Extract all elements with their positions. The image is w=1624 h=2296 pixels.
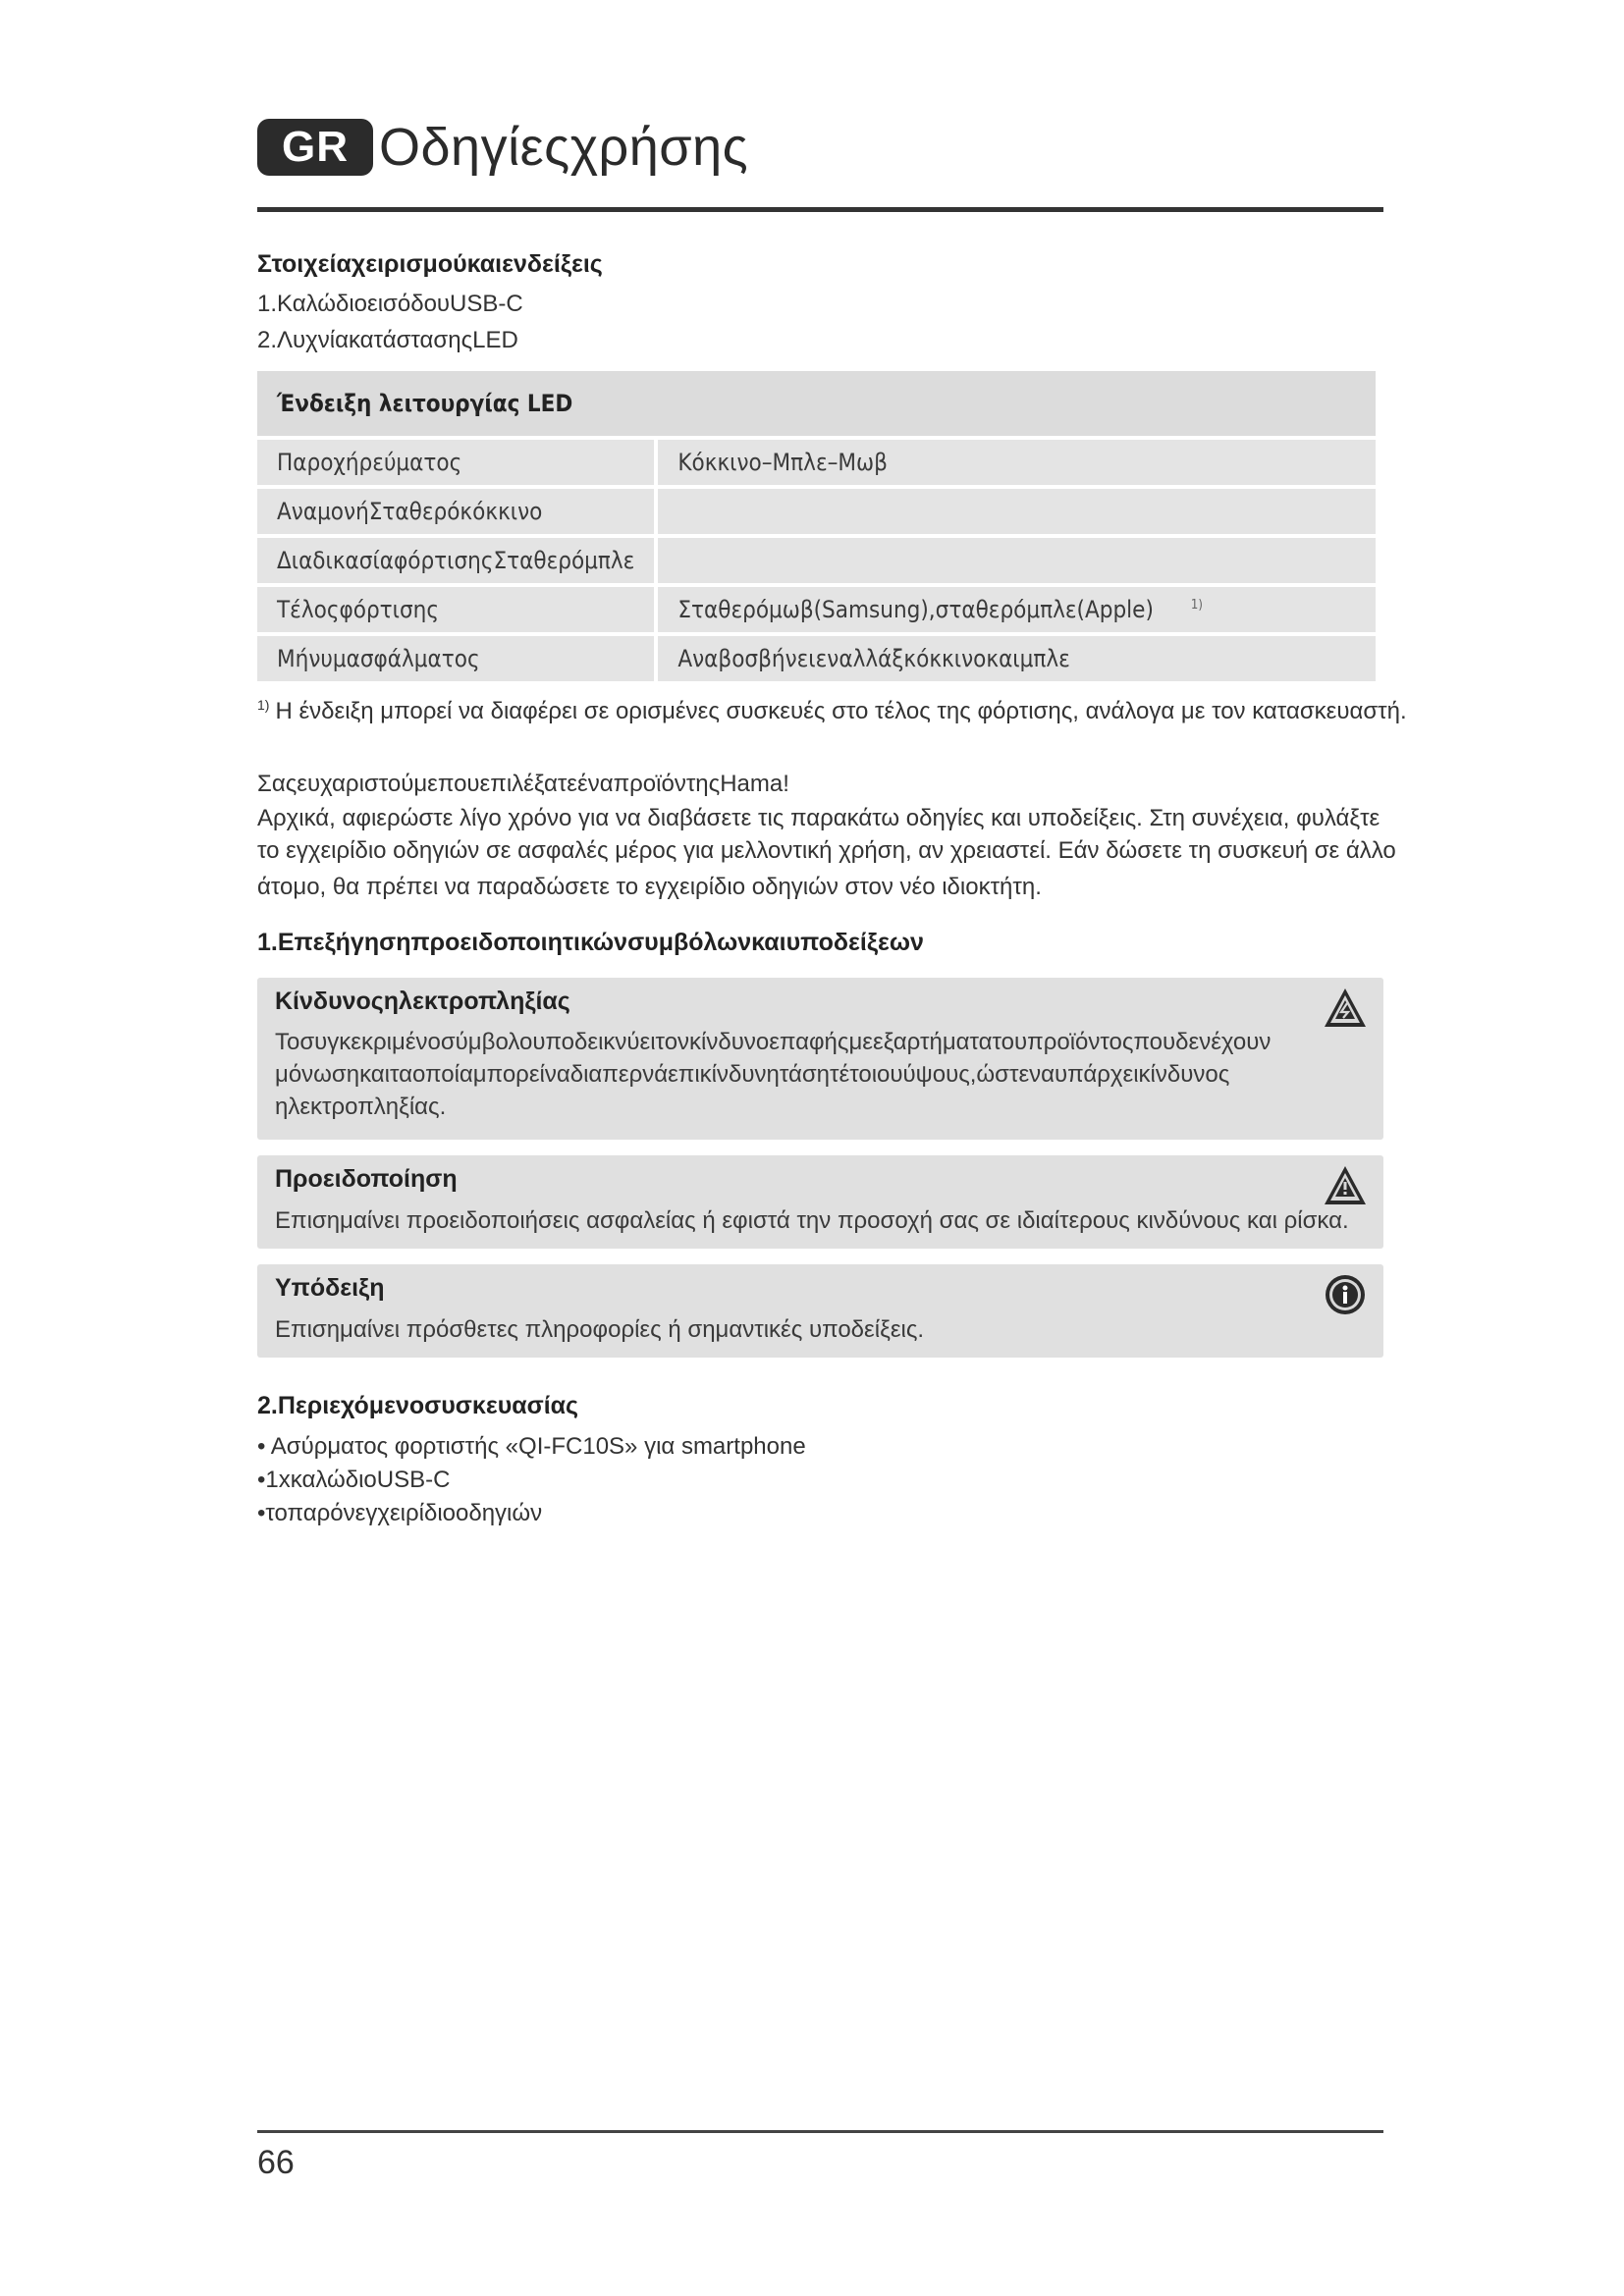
warning-icon: [1323, 1163, 1368, 1208]
footnote-marker: 1): [1190, 598, 1203, 613]
header-divider: [257, 207, 1383, 212]
led-state-value: [658, 489, 1376, 534]
notice-title: Υπόδειξη: [275, 1274, 385, 1302]
page-number: 66: [257, 2144, 295, 2181]
page-header: [257, 116, 748, 179]
section1-heading: 1.Επεξήγησηπροειδοποιητικώνσυμβόλωνκαιυποδείξεων: [257, 929, 924, 956]
list-item: • Ασύρματος φορτιστής «QI-FC10S» για smartphone: [257, 1433, 806, 1460]
table-row: [257, 440, 1376, 485]
led-value-text: Σταθερόμωβ(Samsung),σταθερόμπλε(Apple): [677, 596, 1154, 623]
notice-title: Προειδοποίηση: [275, 1165, 458, 1193]
footnote: [257, 697, 1407, 725]
led-state-value: [658, 440, 1376, 485]
notice-text: [275, 1026, 1271, 1123]
table-row: [257, 587, 1376, 632]
notice-text-line: Επισημαίνει πρόσθετες πληροφορίες ή σημαντικές υποδείξεις.: [275, 1316, 925, 1343]
controls-item: 2.ΛυχνίακατάστασηςLED: [257, 327, 518, 353]
led-state-value: [658, 636, 1376, 681]
led-table: [257, 367, 1383, 685]
notice-title: Κίνδυνοςηλεκτροπληξίας: [275, 988, 570, 1015]
intro-line: το εγχειρίδιο οδηγιών σε ασφαλές μέρος για μελλοντική χρήση, αν χρειαστεί. Εάν δώσετε τη συσκευή σε άλλο: [257, 837, 1396, 864]
notice-text-line: μόνωσηκαιταοποίαμπορείναδιαπερνάεπικίνδυνητάσητέτοιουύψους,ώστεναυπάρχεικίνδυνος: [275, 1061, 1230, 1088]
notice-text-line: Τοσυγκεκριμένοσύμβολουποδεικνύειτονκίνδυνοεπαφήςμεεξαρτήματατουπροϊόντοςπουδενέχουν: [275, 1029, 1272, 1055]
led-state-value: [658, 587, 1376, 632]
thanks-line: ΣαςευχαριστούμεπουεπιλέξατεέναπροϊόντηςHama!: [257, 771, 789, 797]
led-value-text: Αναβοσβήνειεναλλάξκόκκινοκαιμπλε: [677, 645, 1070, 672]
info-icon: [1323, 1272, 1368, 1317]
list-item: •τοπαρόνεγχειρίδιοοδηγιών: [257, 1500, 543, 1526]
table-row: [257, 538, 1376, 583]
notice-text-line: Επισημαίνει προειδοποιήσεις ασφαλείας ή εφιστά την προσοχή σας σε ιδιαίτερους κινδύνους και ρίσκα.: [275, 1207, 1349, 1234]
intro-line: άτομο, θα πρέπει να παραδώσετε το εγχειρίδιο οδηγιών στον νέο ιδιοκτήτη.: [257, 874, 1042, 900]
notice-text: [275, 1313, 924, 1346]
footnote-marker: 1): [257, 697, 270, 713]
led-state-label: Τέλοςφόρτισης: [257, 587, 654, 632]
notice-text-line: ηλεκτροπληξίας.: [275, 1094, 447, 1120]
footnote-text: Η ένδειξη μπορεί να διαφέρει σε ορισμένες συσκευές στο τέλος της φόρτισης, ανάλογα με τον κατασκευαστή.: [275, 698, 1407, 724]
notice-text: [275, 1204, 1349, 1237]
notice-box-warning: [257, 1155, 1383, 1249]
language-badge: GR: [257, 119, 373, 176]
notice-box-electric-shock: [257, 978, 1383, 1140]
warning-icon: [1323, 986, 1368, 1031]
led-value-text: Κόκκινο–Μπλε–Μωβ: [677, 449, 888, 476]
table-row: [257, 489, 1376, 534]
page-title: Οδηγίεςχρήσης: [379, 118, 749, 177]
footer-divider: [257, 2130, 1383, 2133]
table-row: [257, 636, 1376, 681]
notice-box-note: [257, 1264, 1383, 1358]
led-state-value: [658, 538, 1376, 583]
controls-heading: Στοιχείαχειρισμούκαιενδείξεις: [257, 250, 603, 278]
led-state-label: Μήνυμασφάλματος: [257, 636, 654, 681]
led-state-label: ΔιαδικασίαφόρτισηςΣταθερόμπλε: [257, 538, 654, 583]
intro-line: Αρχικά, αφιερώστε λίγο χρόνο για να διαβάσετε τις παρακάτω οδηγίες και υποδείξεις. Στη συνέχεια, φυλάξτε: [257, 805, 1380, 831]
led-state-label: ΑναμονήΣταθερόκόκκινο: [257, 489, 654, 534]
led-state-label: Παροχήρεύματος: [257, 440, 654, 485]
section2-heading: 2.Περιεχόμενοσυσκευασίας: [257, 1392, 579, 1419]
list-item: •1xκαλώδιοUSB-C: [257, 1467, 451, 1493]
controls-item: 1.ΚαλώδιοεισόδουUSB-C: [257, 291, 523, 317]
led-table-header: Ένδειξη λειτουργίας LED: [257, 371, 1376, 436]
